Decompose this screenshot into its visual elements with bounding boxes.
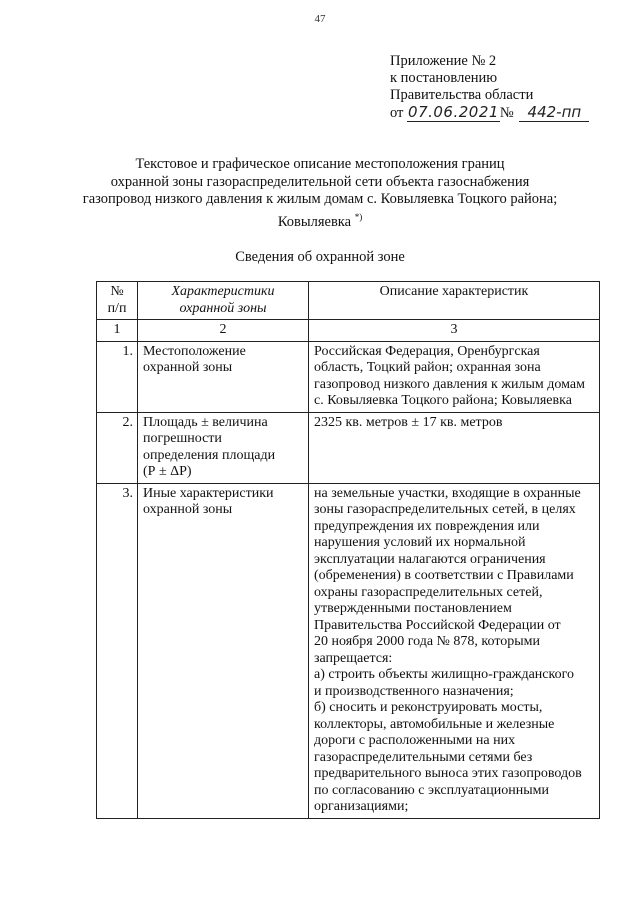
text-line: (Р ± ΔР) <box>143 464 192 479</box>
text-line: организациями; <box>314 799 409 814</box>
text-line: определения площади <box>143 447 276 463</box>
table-row <box>97 483 600 818</box>
text-line: газораспределительными сетями без <box>314 749 533 765</box>
text-line: на земельные участки, входящие в охранные <box>314 485 581 501</box>
row-description <box>309 483 600 818</box>
row-description <box>309 341 600 412</box>
row-characteristic <box>138 341 309 412</box>
text-line: погрешности <box>143 431 222 446</box>
column-number: 3 <box>309 320 600 342</box>
header-characteristics <box>138 282 309 320</box>
appendix-date-line <box>390 104 589 122</box>
text-line: Площадь ± величина <box>143 414 268 430</box>
from-label: от <box>390 105 404 121</box>
appendix-line-3: Правительства области <box>390 87 534 103</box>
handwritten-date: 07.06.2021 <box>408 103 499 121</box>
header-char-line-2: охранной зоны <box>179 300 267 316</box>
table-row <box>97 341 600 412</box>
text-line: коллекторы, автомобильные и железные <box>314 716 555 732</box>
title-line-4-text: Ковыляевка <box>277 213 352 230</box>
row-characteristic <box>138 483 309 818</box>
row-characteristic <box>138 412 309 483</box>
text-line: утвержденными постановлением <box>314 601 512 616</box>
header-num-line-2: п/п <box>107 300 127 316</box>
text-line: Российская Федерация, Оренбургская <box>314 343 540 359</box>
text-line: дороги с расположенными на них <box>314 733 516 748</box>
text-line: область, Тоцкий район; охранная зона <box>314 360 541 375</box>
text-line: нарушения условий их нормальной <box>314 535 526 550</box>
row-number: 3. <box>97 483 138 818</box>
text-line: по согласованию с эксплуатационными <box>314 782 549 798</box>
text-line: Иные характеристики <box>143 485 274 501</box>
table-header-row <box>97 282 600 320</box>
text-line: 20 ноября 2000 года № 878, которыми <box>314 634 541 649</box>
text-line: (обременения) в соответствии с Правилами <box>314 568 574 583</box>
page-number: 47 <box>314 13 326 25</box>
appendix-line-2: к постановлению <box>390 70 498 86</box>
section-title: Сведения об охранной зоне <box>235 249 405 265</box>
text-line: Местоположение <box>143 343 246 359</box>
row-number: 2. <box>97 412 138 483</box>
header-num-line-1: № <box>110 284 124 299</box>
document-title <box>70 156 570 231</box>
text-line: б) сносить и реконструировать мосты, <box>314 700 543 715</box>
text-line: и производственного назначения; <box>314 683 514 699</box>
header-char-line-1: Характеристики <box>171 284 275 299</box>
title-line-4 <box>70 209 570 231</box>
text-line: охранной зоны <box>143 360 233 375</box>
appendix-block <box>390 53 589 122</box>
handwritten-number: 442-пп <box>519 104 589 122</box>
title-line-1: Текстовое и графическое описание местоположения границ <box>135 156 505 172</box>
text-line: запрещается: <box>314 650 393 666</box>
text-line: а) строить объекты жилищно-гражданского <box>314 667 574 682</box>
header-num <box>97 282 138 320</box>
title-line-2: охранной зоны газораспределительной сети объекта газоснабжения <box>110 173 530 190</box>
text-line: эксплуатации налагаются ограничения <box>314 551 546 567</box>
column-number: 1 <box>97 320 138 342</box>
column-number: 2 <box>138 320 309 342</box>
footnote-mark: *) <box>354 211 363 222</box>
title-line-3: газопровод низкого давления к жилым домам с. Ковыляевка Тоцкого района; <box>82 191 558 207</box>
number-sign: № <box>499 105 514 121</box>
text-line: 2325 кв. метров ± 17 кв. метров <box>314 414 503 430</box>
column-number-row <box>97 320 600 342</box>
text-line: Правительства Российской Федерации от <box>314 617 561 633</box>
text-line: предварительного выноса этих газопроводов <box>314 766 582 781</box>
text-line: охранной зоны <box>143 502 233 517</box>
row-number: 1. <box>97 341 138 412</box>
text-line: предупреждения их повреждения или <box>314 518 540 534</box>
text-line: газопровод низкого давления к жилым домам <box>314 376 585 392</box>
row-description <box>309 412 600 483</box>
appendix-line-1: Приложение № 2 <box>390 53 497 69</box>
zone-info-table <box>96 281 600 819</box>
text-line: охраны газораспределительных сетей, <box>314 584 543 600</box>
header-description: Описание характеристик <box>309 282 600 320</box>
table-row <box>97 412 600 483</box>
text-line: зоны газораспределительных сетей, в целях <box>314 502 576 517</box>
text-line: с. Ковыляевка Тоцкого района; Ковыляевка <box>314 393 572 408</box>
